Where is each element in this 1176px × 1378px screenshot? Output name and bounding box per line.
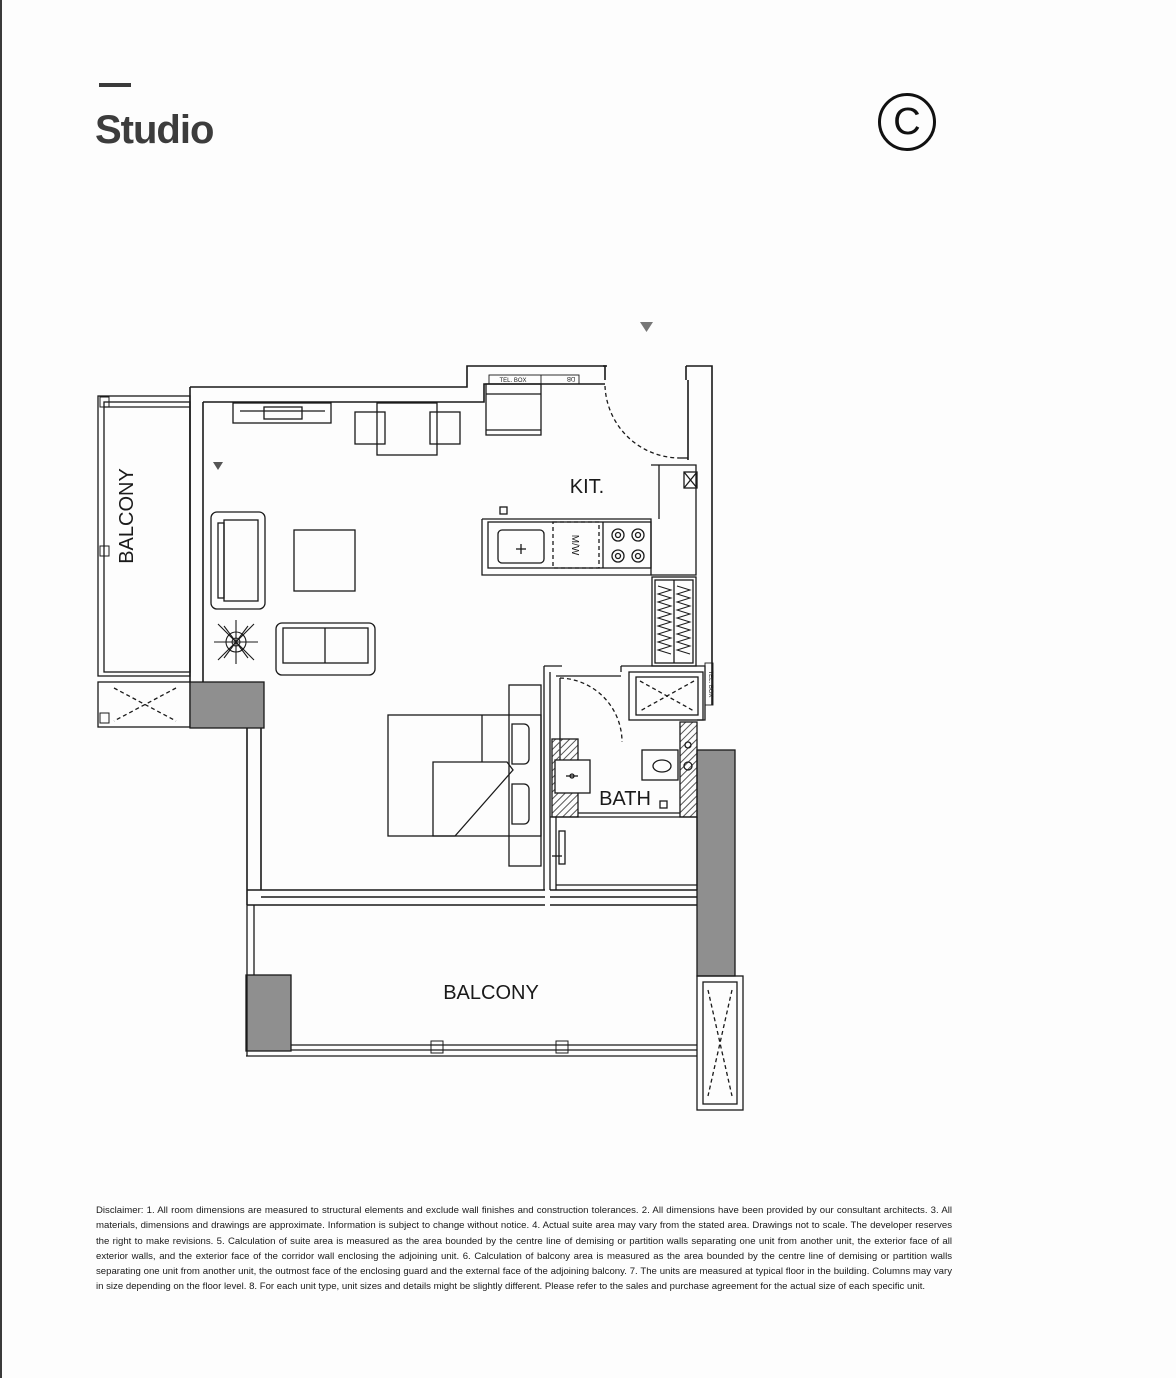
sofa xyxy=(276,623,375,675)
bottom-balcony xyxy=(246,905,743,1110)
wardrobe xyxy=(652,577,696,666)
plant-icon xyxy=(214,620,258,664)
page-title: Studio xyxy=(95,108,214,152)
balcony-left-label: BALCONY xyxy=(116,468,138,564)
exterior-walls xyxy=(190,366,712,905)
bathroom xyxy=(544,663,713,890)
coffee-table xyxy=(294,530,355,591)
level-marker-icon xyxy=(213,462,223,470)
badge-letter: C xyxy=(893,101,921,143)
armchair-left xyxy=(211,512,265,609)
bath-label: BATH xyxy=(599,788,651,810)
kitchen xyxy=(482,375,697,575)
balcony-bottom-label: BALCONY xyxy=(443,982,539,1004)
tel-box-side-label: TEL. BOX xyxy=(707,670,713,698)
dining-table xyxy=(355,403,460,455)
kitchen-label: KIT. xyxy=(569,476,605,498)
left-balcony xyxy=(98,396,190,727)
bed xyxy=(388,685,541,866)
tv-unit xyxy=(233,403,331,423)
entrance-arrow-icon xyxy=(640,322,653,332)
tel-box-top-label: TEL. BOX xyxy=(499,378,527,384)
db-label: DB xyxy=(566,375,576,381)
disclaimer-text: Disclaimer: 1. All room dimensions are measured to structural elements and exclude wall finishes and construction tolerances. 2. All dimensions have been provided by our consultant architects. 3. All materials, dimensions and drawings are approximate. Information is subject to change without notice. 4. Actual suite area may vary from the stated area. Drawings not to scale. The developer reserves the right to make revisions. 5. Calculation of suite area is measured as the area bounded by the centre line of demising or partition walls separating one unit from another unit, the exterior face of all exterior walls, and the exterior face of the corridor wall enclosing the adjoining unit. 6. Calculation of balcony area is measured as the area bounded by the centre line of demising or partition walls separating one unit from another unit, the outmost face of the enclosing guard and the external face of the adjoining balcony. 7. The units are measured at typical floor in the building. Columns may vary in size depending on the floor level. 8. For each unit type, unit sizes and details might be slightly different. Please refer to the sales and purchase agreement for the actual size of each specific unit. xyxy=(96,1205,952,1293)
microwave-label: M/W xyxy=(569,534,580,556)
